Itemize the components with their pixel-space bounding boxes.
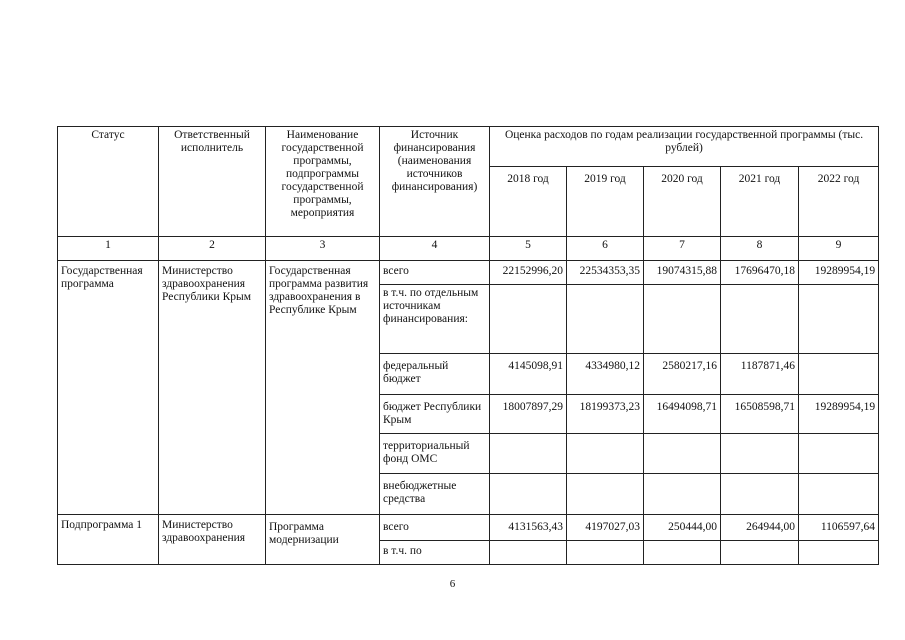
value-cell: 4197027,03 [567,515,644,541]
table-row [58,515,879,541]
subprogram-name: Программа модернизации [266,515,380,565]
source-cell: всего [380,261,490,285]
header-year: 2018 год [490,167,567,237]
value-cell [799,541,879,565]
value-cell [721,541,799,565]
value-cell: 16508598,71 [721,395,799,434]
value-cell [490,541,567,565]
value-cell: 4334980,12 [567,354,644,395]
program-status: Государственная программа [58,261,159,515]
subprogram-status: Подпрограмма 1 [58,515,159,565]
value-cell: 18007897,29 [490,395,567,434]
column-number: 8 [721,237,799,261]
header-year: 2021 год [721,167,799,237]
value-cell [490,285,567,354]
column-number: 4 [380,237,490,261]
value-cell [567,285,644,354]
value-cell [567,474,644,515]
value-cell [721,474,799,515]
header-year: 2019 год [567,167,644,237]
value-cell [644,285,721,354]
header-year: 2022 год [799,167,879,237]
source-cell: федеральный бюджет [380,354,490,395]
source-cell: бюджет Республики Крым [380,395,490,434]
value-cell: 1187871,46 [721,354,799,395]
value-cell [490,474,567,515]
value-cell [490,434,567,474]
column-number: 7 [644,237,721,261]
value-cell [644,434,721,474]
source-cell: всего [380,515,490,541]
value-cell: 1106597,64 [799,515,879,541]
value-cell: 264944,00 [721,515,799,541]
value-cell [721,434,799,474]
table-row [58,261,879,285]
value-cell [721,285,799,354]
source-cell: в т.ч. по отдельным источникам финансирования: [380,285,490,354]
value-cell [644,541,721,565]
header-executor: Ответственный исполнитель [159,127,266,237]
value-cell: 19074315,88 [644,261,721,285]
value-cell: 4145098,91 [490,354,567,395]
value-cell: 250444,00 [644,515,721,541]
value-cell: 18199373,23 [567,395,644,434]
column-number: 1 [58,237,159,261]
program-executor: Министерство здравоохранения Республики Крым [159,261,266,515]
value-cell [799,285,879,354]
budget-table [57,126,879,565]
value-cell: 19289954,19 [799,395,879,434]
column-number: 5 [490,237,567,261]
column-number: 3 [266,237,380,261]
column-number: 2 [159,237,266,261]
header-source: Источник финансирования (наименования источников финансирования) [380,127,490,237]
value-cell [644,474,721,515]
value-cell: 19289954,19 [799,261,879,285]
header-status: Статус [58,127,159,237]
header-estimate: Оценка расходов по годам реализации государственной программы (тыс. рублей) [490,127,879,167]
value-cell: 4131563,43 [490,515,567,541]
value-cell: 22152996,20 [490,261,567,285]
subprogram-executor: Министерство здравоохранения [159,515,266,565]
column-number: 6 [567,237,644,261]
value-cell: 22534353,35 [567,261,644,285]
source-cell: внебюджетные средства [380,474,490,515]
program-name: Государственная программа развития здравоохранения в Республике Крым [266,261,380,515]
value-cell [799,434,879,474]
value-cell [799,474,879,515]
value-cell: 2580217,16 [644,354,721,395]
header-year: 2020 год [644,167,721,237]
value-cell: 16494098,71 [644,395,721,434]
header-name: Наименование государственной программы, подпрограммы государственной программы, мероприятия [266,127,380,237]
value-cell: 17696470,18 [721,261,799,285]
source-cell: в т.ч. по [380,541,490,565]
value-cell [799,354,879,395]
page-number: 6 [449,578,456,590]
value-cell [567,434,644,474]
value-cell [567,541,644,565]
source-cell: территориальный фонд ОМС [380,434,490,474]
column-number: 9 [799,237,879,261]
